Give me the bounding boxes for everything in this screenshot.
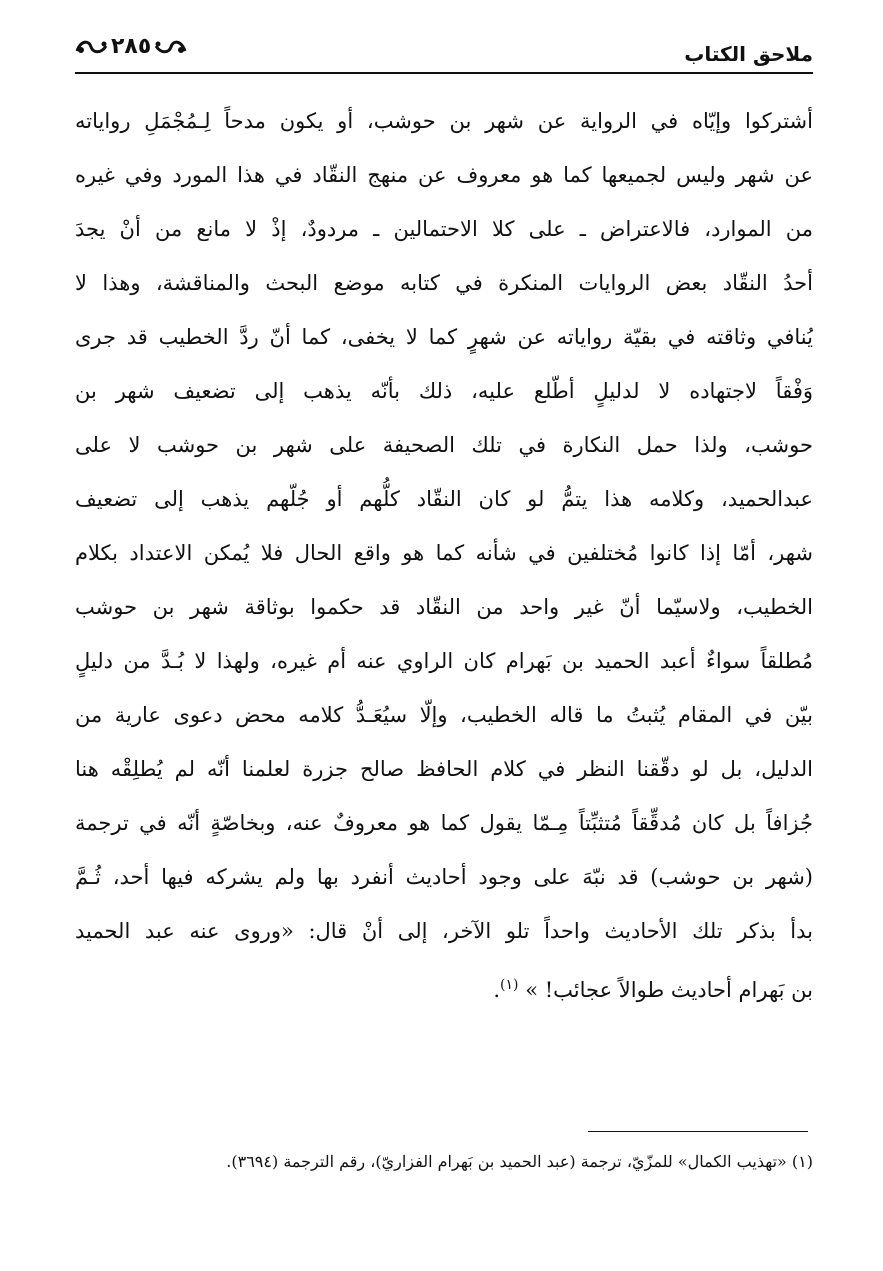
footnote-divider bbox=[588, 1131, 808, 1132]
text-line: الخطيب، ولاسيّما أنّ غير واحد من النقّاد قد حكموا بوثاقة شهر بن حوشب bbox=[75, 595, 813, 619]
text-line: (شهر بن حوشب) قد نبّهَ على وجود أحاديث أنفرد بها ولم يشركه فيها أحد، ثُـمَّ bbox=[75, 865, 813, 889]
header-divider bbox=[75, 72, 813, 74]
text-line: يُنافي وثاقته في بقيّة رواياته عن شهرٍ كما لا يخفى، كما أنّ ردَّ الخطيب قد جرى bbox=[75, 325, 813, 349]
text-line: عن شهر وليس لجميعها كما هو معروف عن منهج النقّاد في هذا المورد وفي غيره bbox=[75, 163, 813, 187]
text-line: من الموارد، فالاعتراض ـ على كلا الاحتمالين ـ مردودٌ، إذْ لا مانع من أنْ يجدَ bbox=[75, 217, 813, 241]
page-number: ٢٨٥ bbox=[111, 34, 152, 59]
main-text bbox=[75, 94, 813, 1012]
page-ornament-icon bbox=[75, 36, 109, 58]
text-line: عبدالحميد، وكلامه هذا يتمُّ لو كان النقّاد كلُّهم أو جُلّهم يذهب إلى تضعيف bbox=[75, 487, 813, 511]
text-line: أحدُ النقّاد بعض الروايات المنكرة في كتابه موضع البحث والمناقشة، وهذا لا bbox=[75, 271, 813, 295]
sentence-end: . bbox=[493, 978, 501, 1002]
text-line: حوشب، ولذا حمل النكارة في تلك الصحيفة على شهر بن حوشب لا على bbox=[75, 433, 813, 457]
text-line: بن بَهرام أحاديث طوالاً عجائب! » bbox=[525, 978, 813, 1002]
text-line: بيّن في المقام يُثبتُ ما قاله الخطيب، وإلّا سيُعَـدُّ كلامه محض دعوى عارية من bbox=[75, 703, 813, 727]
text-line: جُزافاً بل كان مُدقِّقاً مُتثبِّتاً مِـمّا يقول كما هو معروفٌ عنه، وبخاصّةٍ أنّه في ترجمة bbox=[75, 811, 813, 835]
text-line-last bbox=[75, 958, 813, 1012]
page-ornament-icon bbox=[153, 36, 187, 58]
text-line: شهر، أمّا إذا كانوا مُختلفين في شأنه كما هو واقع الحال فلا يُمكن الاعتداد بكلام bbox=[75, 541, 813, 565]
page-header bbox=[75, 30, 813, 70]
footnote-marker[interactable]: (١) bbox=[500, 977, 519, 993]
running-title: ملاحق الكتاب bbox=[684, 42, 813, 66]
text-line: وَفْقاً لاجتهاده لا لدليلٍ أطّلع عليه، ذلك بأنّه يذهب إلى تضعيف شهر بن bbox=[75, 379, 813, 403]
text-line: مُطلقاً سواءٌ أعبد الحميد بن بَهرام كان الراوي عنه أم غيره، ولهذا لا بُـدَّ من دليلٍ bbox=[75, 649, 813, 673]
text-line: الدليل، بل لو دقّقنا النظر في كلام الحافظ صالح جزرة لعلمنا أنّه لم يُطلِقْه هنا bbox=[75, 757, 813, 781]
text-line: بدأ بذكر تلك الأحاديث واحداً تلو الآخر، إلى أنْ قال: «وروى عنه عبد الحميد bbox=[75, 919, 813, 943]
footnote: (١) «تهذيب الكمال» للمزّيّ، ترجمة (عبد الحميد بن بَهرام الفزاريّ)، رقم الترجمة (٣٦٩٤). bbox=[226, 1152, 813, 1171]
page-number-block bbox=[75, 34, 187, 59]
text-line: أشتركوا وإيّاه في الرواية عن شهر بن حوشب، أو يكون مدحاً لِـمُجْمَلِ رواياته bbox=[75, 109, 813, 133]
